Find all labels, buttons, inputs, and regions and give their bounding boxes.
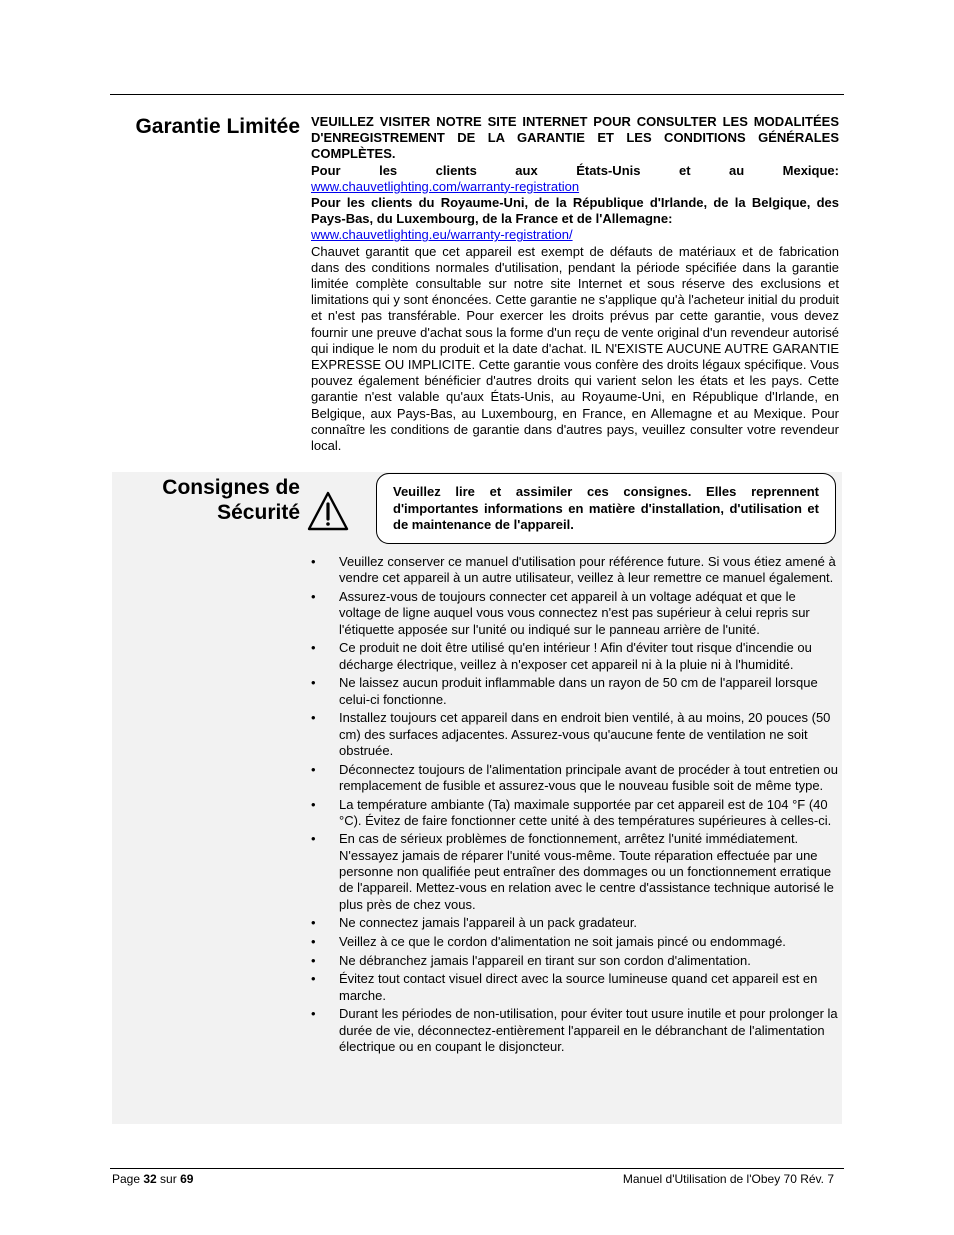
- warranty-heading: Garantie Limitée: [135, 115, 300, 138]
- list-item: • Évitez tout contact visuel direct avec la source lumineuse quand cet appareil est en marche.: [311, 971, 841, 1004]
- list-item: • Ce produit ne doit être utilisé qu'en intérieur ! Afin d'éviter tout risque d'incendie ou décharge électrique, veillez à n'exposer cet appareil ni à la pluie ni à l'humidité.: [311, 640, 841, 673]
- list-item: • Installez toujours cet appareil dans en endroit bien ventilé, à au moins, 20 pouces (50 cm) des surfaces adjacentes. Assurez-vous qu'aucune fente de ventilation ne soit obstruée.: [311, 710, 841, 759]
- safety-heading-line2: Sécurité: [217, 501, 300, 524]
- page-mid: sur: [156, 1172, 181, 1186]
- warranty-us-label: Pour les clients aux États-Unis et au Mexique:: [311, 162, 839, 178]
- warranty-text: Chauvet garantit que cet appareil est exempt de défauts de matériaux et de fabrication dans des conditions normales d'utilisation, pendant la période spécifiée dans la garantie limitée complète consultable sur notre site Internet et sous réserve des exclusions et limitations qui y sont énoncées. Cette garantie ne s'applique qu'à l'acheteur initial du produit et n'est pas transférable. Pour exercer les droits prévus par cette garantie, vous devez fournir une preuve d'achat sous la forme d'un reçu de vente original d'un revendeur autorisé qui indique le nom du produit et la date d'achat. IL N'EXISTE AUCUNE AUTRE GARANTIE EXPRESSE OU IMPLICITE. Cette garantie vous confère des droits légaux spécifique. Vous pouvez également bénéficier d'autres droits qui varient selon les états et les pays. Cette garantie n'est valable qu'aux États-Unis, au Royaume-Uni, en République d'Irlande, en Belgique, aux Pays-Bas, au Luxembourg, en France, en Allemagne et au Mexique. Pour connaître les conditions de garantie dans d'autres pays, veuillez consulter votre revendeur local.: [311, 243, 839, 454]
- page-total: 69: [180, 1172, 194, 1186]
- safety-heading: [112, 475, 300, 525]
- list-item: • Ne laissez aucun produit inflammable dans un rayon de 50 cm de l'appareil lorsque celui-ci fonctionne.: [311, 675, 841, 708]
- warranty-eu-label: Pour les clients du Royaume-Uni, de la République d'Irlande, de la Belgique, des Pays-Bas, du Luxembourg, de la France et de l'Allemagne:: [311, 195, 839, 227]
- page-prefix: Page: [112, 1172, 144, 1186]
- list-item: • La température ambiante (Ta) maximale supportée par cet appareil est de 104 °F (40 °C). Évitez de faire fonctionner cette unité à des températures supérieures à celles-ci.: [311, 797, 841, 830]
- warranty-us-link[interactable]: www.chauvetlighting.com/warranty-registration: [311, 178, 580, 194]
- safety-heading-line1: Consignes de: [162, 476, 300, 499]
- list-item: • Veuillez conserver ce manuel d'utilisation pour référence future. Si vous étiez amené à vendre cet appareil à un autre utilisateur, veillez à leur remettre ce manuel également.: [311, 554, 841, 587]
- list-item: • Déconnectez toujours de l'alimentation principale avant de procéder à tout entretien ou remplacement de fusible et assurez-vous que le nouveau fusible soit de même type.: [311, 762, 841, 795]
- safety-list: [311, 554, 841, 1058]
- warranty-eu-link[interactable]: www.chauvetlighting.eu/warranty-registration/: [311, 227, 573, 243]
- list-item: • Ne connectez jamais l'appareil à un pack gradateur.: [311, 915, 841, 931]
- top-rule: [110, 94, 844, 95]
- warning-triangle-icon: [306, 490, 350, 532]
- list-item: • Ne débranchez jamais l'appareil en tirant sur son cordon d'alimentation.: [311, 953, 841, 969]
- manual-title: Manuel d'Utilisation de l'Obey 70 Rév. 7: [622, 1172, 834, 1186]
- warranty-body: [311, 114, 839, 454]
- page-number: [112, 1172, 193, 1186]
- safety-callout: Veuillez lire et assimiler ces consignes. Elles reprennent d'importantes informations en matière d'installation, d'utilisation et de maintenance de l'appareil.: [376, 473, 836, 544]
- list-item: • Durant les périodes de non-utilisation, pour éviter tout usure inutile et pour prolonger la durée de vie, déconnectez-entièrement l'appareil en le débranchant de l'alimentation électrique ou en coupant le disjoncteur.: [311, 1006, 841, 1055]
- warranty-intro: VEUILLEZ VISITER NOTRE SITE INTERNET POUR CONSULTER LES MODALITÉES D'ENREGISTREMENT DE LA GARANTIE ET LES CONDITIONS GÉNÉRALES COMPLÈTES.: [311, 114, 839, 162]
- list-item: • En cas de sérieux problèmes de fonctionnement, arrêtez l'unité immédiatement. N'essayez jamais de réparer l'unité vous-même. Toute réparation effectuée par une personne non qualifiée peut entraîner des dommages ou un fonctionnement erratique de l'appareil. Mettez-vous en relation avec le centre d'assistance technique autorisé le plus près de chez vous.: [311, 831, 841, 912]
- page-current: 32: [143, 1172, 157, 1186]
- bottom-rule: [110, 1168, 844, 1169]
- list-item: • Veillez à ce que le cordon d'alimentation ne soit jamais pincé ou endommagé.: [311, 934, 841, 950]
- list-item: • Assurez-vous de toujours connecter cet appareil à un voltage adéquat et que le voltage de ligne auquel vous vous connectez n'est pas supérieur à celui repris sur l'étiquette apposée sur l'unité ou indiqué sur le panneau arrière de l'unité.: [311, 589, 841, 638]
